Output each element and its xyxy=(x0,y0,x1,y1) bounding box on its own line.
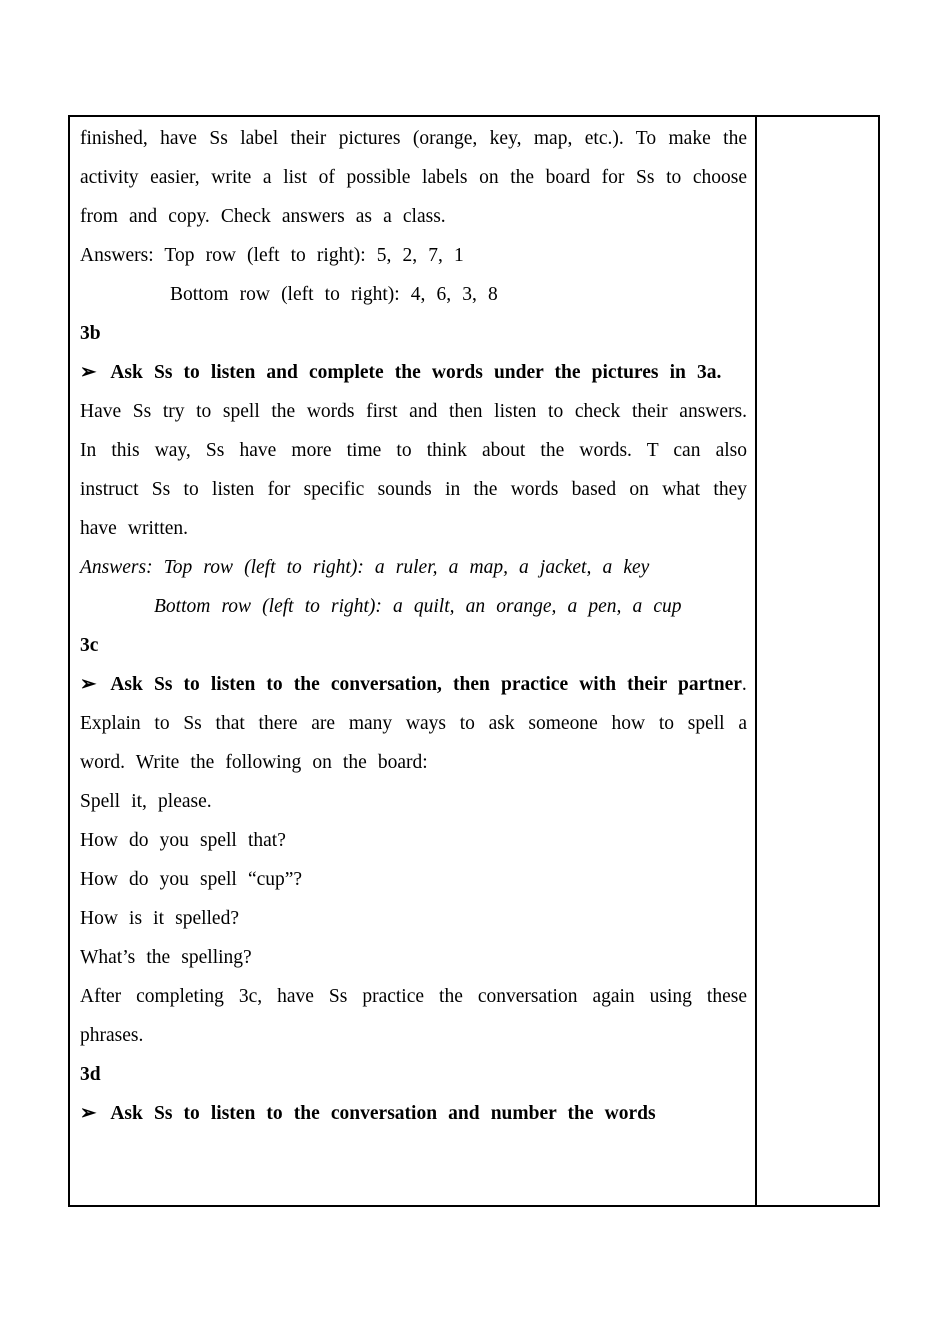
instruction-paragraph xyxy=(80,1094,747,1133)
paragraph xyxy=(80,977,747,1055)
paragraph xyxy=(80,236,747,275)
notes-cell xyxy=(757,117,878,1205)
text-segment: . xyxy=(741,674,747,695)
text-segment: Answers: Top row (left to right): 5, 2, 7, 1 xyxy=(80,245,464,266)
text-segment: 3b xyxy=(80,323,101,344)
section-heading xyxy=(80,626,747,665)
paragraph xyxy=(80,860,747,899)
paragraph xyxy=(80,392,747,548)
instruction-paragraph xyxy=(80,665,747,704)
paragraph xyxy=(80,899,747,938)
section-heading xyxy=(80,314,747,353)
text-segment: Spell it, please. xyxy=(80,791,212,812)
text-segment: What’s the spelling? xyxy=(80,947,252,968)
text-segment: Bottom row (left to right): a quilt, an orange, a pen, a cup xyxy=(154,596,682,617)
instruction-paragraph xyxy=(80,353,747,392)
arrow-bullet-icon: ➢ xyxy=(80,362,97,383)
text-segment: Ask Ss to listen and complete the words under the pictures in 3a. xyxy=(110,362,722,383)
paragraph xyxy=(80,587,747,626)
section-heading xyxy=(80,1055,747,1094)
lesson-plan-table xyxy=(68,115,880,1207)
paragraph xyxy=(80,119,747,236)
paragraph xyxy=(80,821,747,860)
arrow-bullet-icon: ➢ xyxy=(80,1103,97,1124)
text-segment: Bottom row (left to right): 4, 6, 3, 8 xyxy=(170,284,498,305)
text-segment: How do you spell “cup”? xyxy=(80,869,303,890)
paragraph xyxy=(80,275,747,314)
text-segment: finished, have Ss label their pictures (orange, key, map, etc.). To make the activity easier, write a list of possible labels on the board for Ss to choose from and copy. Check answers as a class. xyxy=(80,128,747,227)
text-segment: Ask Ss to listen to the conversation and number the words xyxy=(110,1103,656,1124)
paragraph xyxy=(80,704,747,782)
text-segment: Answers: Top row (left to right): a ruler, a map, a jacket, a key xyxy=(80,557,650,578)
text-segment: Ask Ss to listen to the conversation, then practice with their partner xyxy=(110,674,742,695)
paragraph xyxy=(80,938,747,977)
text-segment: How is it spelled? xyxy=(80,908,239,929)
text-segment: After completing 3c, have Ss practice the conversation again using these phrases. xyxy=(80,986,747,1046)
text-segment: 3c xyxy=(80,635,99,656)
text-segment: Have Ss try to spell the words first and then listen to check their answers. In this way, Ss have more time to think about the words. T can also instruct Ss to listen for specific sounds in the words based on what they have written. xyxy=(80,401,747,539)
paragraph xyxy=(80,782,747,821)
lesson-content-cell xyxy=(70,117,757,1205)
text-segment: How do you spell that? xyxy=(80,830,286,851)
text-segment: 3d xyxy=(80,1064,101,1085)
paragraph xyxy=(80,548,747,587)
arrow-bullet-icon: ➢ xyxy=(80,674,97,695)
text-segment: Explain to Ss that there are many ways to ask someone how to spell a word. Write the following on the board: xyxy=(80,713,747,773)
